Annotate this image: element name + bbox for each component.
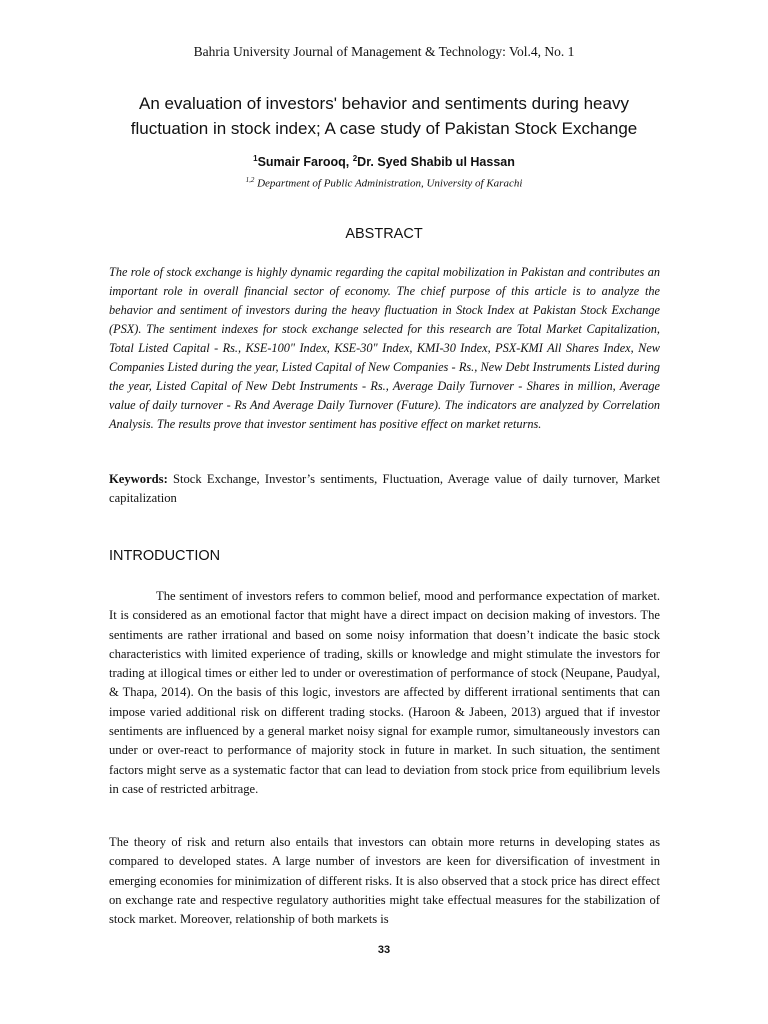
affiliation [0, 176, 768, 190]
keywords-label: Keywords: [109, 472, 168, 486]
introduction-heading: INTRODUCTION [109, 548, 221, 564]
author-list [0, 154, 768, 169]
introduction-paragraph-1: The sentiment of investors refers to common belief, mood and performance expectation of market. It is considered as an emotional factor that might have a direct impact on decision making of investors. The sentiments are rather irrational and based on some noisy information that doesn’t indicate the basic stock characteristics with limited experience of trading, skills or knowledge and might stimulate the investors for trading at illogical times or either led to under or overestimation of performance of stock (Neupane, Paudyal, & Thapa, 2014). On the basis of this logic, investors are affected by different irrational sentiments that can impose varied additional risk on different trading stocks. (Haroon & Jabeen, 2013) argued that if investor sentiments are influenced by a general market noisy signal for example rumor, simultaneously investors can under or over-react to performance of majority stock in future in market. In such situation, the sentiment factors might serve as a systematic factor that can lead to deviation from stock price from equilibrium levels in case of restricted arbitrage. [109, 589, 660, 796]
author1-superscript: 1 [253, 154, 258, 163]
paper-title [70, 91, 698, 141]
title-line-2: fluctuation in stock index; A case study of Pakistan Stock Exchange [130, 119, 638, 138]
page-number: 33 [377, 944, 391, 956]
affiliation-text: Department of Public Administration, University of Karachi [254, 177, 523, 190]
keywords-text: Stock Exchange, Investor’s sentiments, Fluctuation, Average value of daily turnover, Market capitalization [109, 472, 660, 505]
abstract-heading: ABSTRACT [345, 226, 423, 242]
journal-header: Bahria University Journal of Management & Technology: Vol.4, No. 1 [193, 44, 575, 59]
author2-name: Dr. Syed Shabib ul Hassan [357, 155, 515, 170]
author2-superscript: 2 [352, 154, 358, 163]
title-line-1: An evaluation of investors' behavior and sentiments during heavy [139, 94, 629, 113]
affiliation-superscript: 1,2 [245, 176, 255, 184]
introduction-paragraph-2: The theory of risk and return also entails that investors can obtain more returns in developing states as compared to developed states. A large number of investors are keen for diversification of investment in emerging economies for minimization of different risks. It is also observed that a stock price has direct effect on exchange rate and respective regulatory authorities might take effectual measures for the stabilization of stock market. Moreover, relationship of both markets is [109, 835, 660, 927]
keywords [109, 470, 660, 508]
abstract-text: The role of stock exchange is highly dynamic regarding the capital mobilization in Pakistan and contributes an important role in overall financial sector of economy. The chief purpose of this article is to analyze the behavior and sentiment of investors during the heavy fluctuation in Stock Index at Pakistan Stock Exchange (PSX). The sentiment indexes for stock exchange selected for this research are Total Market Capitalization, Total Listed Capital - Rs., KSE-100" Index, KSE-30" Index, KMI-30 Index, PSX-KMI All Shares Index, New Companies Listed during the year, Listed Capital of New Companies - Rs., New Debt Instruments Listed during the year, Listed Capital of New Debt Instruments - Rs., Average Daily Turnover - Shares in million, Average value of daily turnover - Rs And Average Daily Turnover (Future). The indicators are analyzed by Correlation Analysis. The results prove that investor sentiment has positive effect on market returns. [109, 265, 660, 431]
author1-name: Sumair Farooq, [257, 155, 353, 170]
